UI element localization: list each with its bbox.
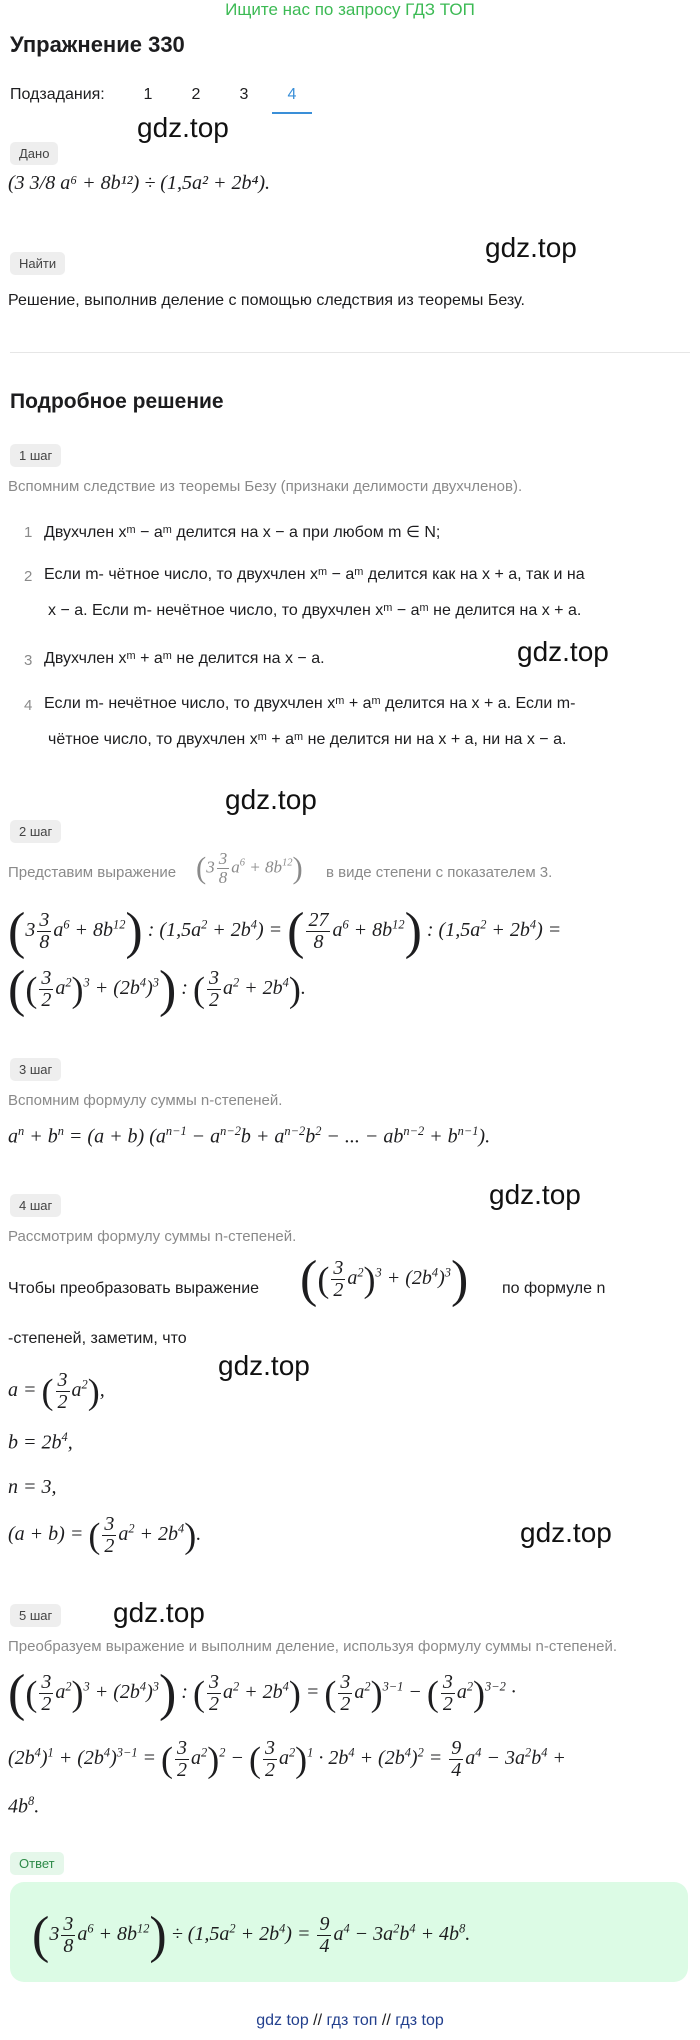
subtask-tab-3[interactable]: 3	[239, 86, 249, 103]
find-pill: Найти	[10, 252, 65, 275]
subtask-tab-1[interactable]: 1	[143, 86, 153, 103]
footer-link[interactable]: гдз top	[395, 2012, 444, 2029]
watermark: gdz.top	[218, 1350, 310, 1381]
step-text: Чтобы преобразовать выражение	[8, 1280, 260, 1297]
step-caption: Преобразуем выражение и выполним деление, используя формулу суммы n-степеней.	[8, 1638, 618, 1655]
step-caption: в виде степени с показателем 3.	[326, 864, 553, 881]
watermark: gdz.top	[137, 112, 229, 143]
inline-expression: (3 $\frac{3}{8}$ $a^6 + 8b^{12}$)	[196, 849, 303, 887]
step-pill: 5 шаг	[10, 1604, 61, 1627]
footer-link[interactable]: gdz top	[256, 2012, 309, 2029]
watermark: gdz.top	[517, 636, 609, 667]
step-caption: Вспомним формулу суммы n-степеней.	[8, 1092, 283, 1109]
footer-separator: //	[381, 2012, 391, 2029]
find-text: Решение, выполнив деление с помощью следствия из теоремы Безу.	[8, 292, 525, 309]
list-number: 3	[24, 652, 33, 669]
list-item: Если m- нечётное число, то двухчлен xᵐ + aᵐ делится на x + a. Если m-	[44, 695, 576, 712]
formula-line: (( $\frac{3}{2}$ $a^2)^3 + (2b^4)^3$) : ( $\frac{3}{2}$ $a^2 + 2b^4$).	[8, 961, 306, 1018]
step-pill: 3 шаг	[10, 1058, 61, 1081]
step-caption: Рассмотрим формулу суммы n-степеней.	[8, 1228, 297, 1245]
answer-expression: (3 $\frac{3}{8}$ $a^6 + 8b^{12}) \div (1,5a^2 + 2b^4)$ = $\frac{9}{4}$ $a^4 - 3a^2b^4 + 4b^8$.	[32, 1907, 471, 1964]
inline-expression: (( $\frac{3}{2}$ $a^2)^3 + (2b^4)^3$)	[300, 1251, 469, 1308]
watermark: gdz.top	[113, 1597, 205, 1628]
formula-line: (3 $\frac{3}{8}$ $a^6 + 8b^{12}$) : $(1,5a^2 + 2b^4)$ = ( $\frac{27}{8}$ $a^6 + 8b^{12}$) : $(1,5a^2 + 2b^4)$ =	[8, 903, 562, 960]
list-item: Двухчлен xᵐ − aᵐ делится на x − a при любом m ∈ N;	[44, 524, 441, 541]
subtask-tab-4[interactable]: 4	[287, 86, 297, 103]
top-banner: Ищите нас по запросу ГДЗ ТОП	[225, 0, 475, 19]
answer-pill: Ответ	[10, 1852, 64, 1875]
watermark: gdz.top	[520, 1517, 612, 1548]
watermark: gdz.top	[489, 1179, 581, 1210]
formula-line: (( $\frac{3}{2}$ $a^2)^3 + (2b^4)^3$) : ( $\frac{3}{2}$ $a^2 + 2b^4$) = ( $\frac{3}{2}$ $a^2)^{3-1}$ − ( $\frac{3}{2}$ $a^2)^{3-2}$ ·	[8, 1665, 516, 1722]
given-pill: Дано	[10, 142, 58, 165]
list-number: 4	[24, 697, 33, 714]
formula-line: $b = 2b^4$,	[8, 1430, 73, 1454]
step-pill: 2 шаг	[10, 820, 61, 843]
given-expression: (3 3/8 a⁶ + 8b¹²) ÷ (1,5a² + 2b⁴).	[8, 172, 271, 194]
step-caption: Вспомним следствие из теоремы Безу (признаки делимости двухчленов).	[8, 478, 523, 495]
solution-title: Подробное решение	[10, 390, 224, 413]
subtask-tab-2[interactable]: 2	[191, 86, 201, 103]
formula-line: $(2b^4)^1 + (2b^4)^{3-1}$ = ( $\frac{3}{2}$ $a^2)^2$ − ( $\frac{3}{2}$ $a^2)^1 \cdot 2b^4 + (2b^4)^2$ = $\frac{9}{4}$ $a^4 - 3a^2b^4$ +	[8, 1737, 566, 1781]
step-text: -степеней, заметим, что	[8, 1330, 187, 1347]
step-caption: Представим выражение	[8, 864, 177, 881]
footer-link[interactable]: гдз топ	[326, 2012, 378, 2029]
formula-line: a = ( $\frac{3}{2}$ $a^2$),	[8, 1369, 105, 1413]
subtasks-label: Подзадания:	[10, 86, 105, 103]
list-item-continuation: x − a. Если m- нечётное число, то двухчлен xᵐ − aᵐ не делится на x + a.	[48, 602, 582, 619]
active-tab-indicator	[272, 112, 312, 114]
footer-links	[0, 2012, 700, 2030]
step-pill: 4 шаг	[10, 1194, 61, 1217]
formula-line: (a + b) = ( $\frac{3}{2}$ $a^2 + 2b^4$).	[8, 1513, 202, 1557]
watermark: gdz.top	[225, 784, 317, 815]
list-item: Если m- чётное число, то двухчлен xᵐ − aᵐ делится как на x + a, так и на	[44, 566, 585, 583]
formula-line: $4b^8$.	[8, 1794, 40, 1818]
watermark: gdz.top	[485, 232, 577, 263]
list-item-continuation: чётное число, то двухчлен xᵐ + aᵐ не делится ни на x + a, ни на x − a.	[48, 731, 567, 748]
page-title: Упражнение 330	[10, 32, 185, 57]
step-pill: 1 шаг	[10, 444, 61, 467]
divider	[10, 352, 690, 353]
formula-line: $a^n + b^n = (a + b) (a^{n-1} - a^{n-2}b + a^{n-2}b^2$ − ... − $ab^{n-2} + b^{n-1}$).	[8, 1124, 491, 1148]
list-number: 1	[24, 524, 33, 541]
formula-line: n = 3,	[8, 1476, 57, 1498]
step-text: по формуле n	[502, 1280, 606, 1297]
list-item: Двухчлен xᵐ + aᵐ не делится на x − a.	[44, 650, 325, 667]
list-number: 2	[24, 568, 33, 585]
footer-separator: //	[313, 2012, 323, 2029]
